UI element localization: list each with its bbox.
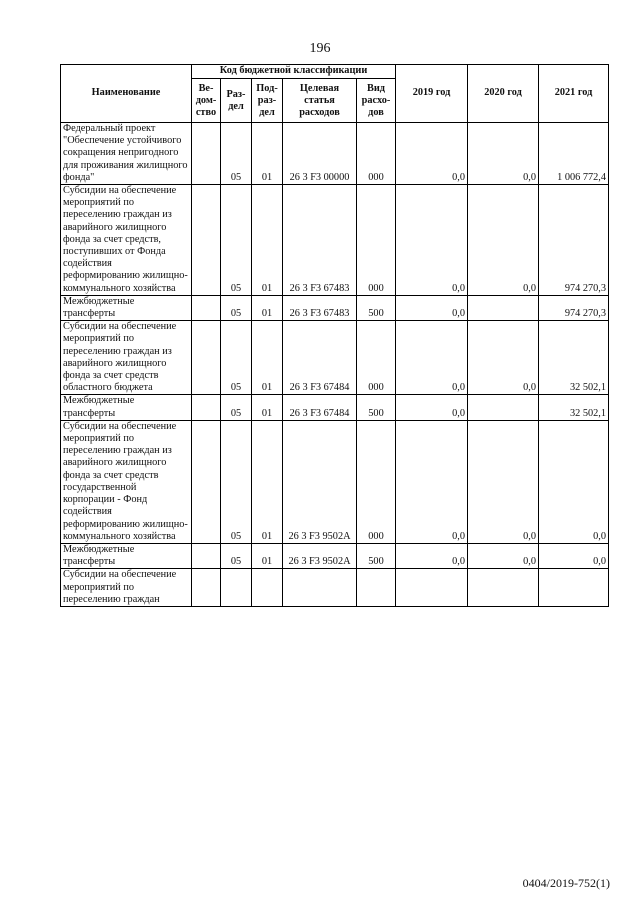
cell-target: 26 3 F3 67484 xyxy=(283,395,357,420)
cell-subsection: 01 xyxy=(252,420,283,543)
table-row xyxy=(61,123,609,185)
cell-dept xyxy=(192,395,221,420)
cell-2019 xyxy=(396,569,468,607)
cell-2020: 0,0 xyxy=(468,185,539,296)
cell-section: 05 xyxy=(221,395,252,420)
cell-target: 26 3 F3 00000 xyxy=(283,123,357,185)
cell-dept xyxy=(192,543,221,568)
cell-target: 26 3 F3 67483 xyxy=(283,185,357,296)
cell-name: Межбюджетные трансферты xyxy=(61,395,192,420)
cell-target xyxy=(283,569,357,607)
cell-expense-type: 500 xyxy=(357,543,396,568)
cell-expense-type: 000 xyxy=(357,321,396,395)
cell-section: 05 xyxy=(221,321,252,395)
header-2020: 2020 год xyxy=(468,65,539,123)
cell-2020 xyxy=(468,395,539,420)
cell-dept xyxy=(192,321,221,395)
cell-2020: 0,0 xyxy=(468,420,539,543)
cell-expense-type: 000 xyxy=(357,123,396,185)
cell-expense-type: 000 xyxy=(357,185,396,296)
cell-2020: 0,0 xyxy=(468,543,539,568)
cell-subsection: 01 xyxy=(252,543,283,568)
cell-target: 26 3 F3 9502A xyxy=(283,420,357,543)
cell-2020 xyxy=(468,295,539,320)
cell-2021 xyxy=(539,569,609,607)
cell-section: 05 xyxy=(221,295,252,320)
cell-name: Межбюджетные трансферты xyxy=(61,295,192,320)
cell-subsection: 01 xyxy=(252,295,283,320)
cell-target: 26 3 F3 67484 xyxy=(283,321,357,395)
cell-2021: 0,0 xyxy=(539,420,609,543)
cell-subsection: 01 xyxy=(252,185,283,296)
cell-2019: 0,0 xyxy=(396,295,468,320)
cell-expense-type xyxy=(357,569,396,607)
cell-dept xyxy=(192,123,221,185)
table-row xyxy=(61,321,609,395)
cell-dept xyxy=(192,295,221,320)
cell-2019: 0,0 xyxy=(396,420,468,543)
cell-section: 05 xyxy=(221,420,252,543)
cell-2019: 0,0 xyxy=(396,543,468,568)
header-classification-group: Код бюджетной классификации xyxy=(192,65,396,79)
cell-2019: 0,0 xyxy=(396,321,468,395)
cell-subsection xyxy=(252,569,283,607)
cell-section: 05 xyxy=(221,123,252,185)
cell-section: 05 xyxy=(221,185,252,296)
header-dept: Ве- дом- ство xyxy=(192,79,221,123)
cell-expense-type: 500 xyxy=(357,295,396,320)
cell-subsection: 01 xyxy=(252,123,283,185)
cell-target: 26 3 F3 67483 xyxy=(283,295,357,320)
table-row xyxy=(61,543,609,568)
header-2019: 2019 год xyxy=(396,65,468,123)
budget-table xyxy=(60,64,609,607)
table-row xyxy=(61,295,609,320)
table-row xyxy=(61,395,609,420)
cell-2019: 0,0 xyxy=(396,185,468,296)
cell-2021: 974 270,3 xyxy=(539,185,609,296)
header-2021: 2021 год xyxy=(539,65,609,123)
cell-name: Субсидии на обеспечение мероприятий по переселению граждан из аварийного жилищного фонда за счет средств, поступивших от Фонда содействия реформированию жилищно-коммунального хозяйства xyxy=(61,185,192,296)
cell-2020: 0,0 xyxy=(468,321,539,395)
cell-2021: 1 006 772,4 xyxy=(539,123,609,185)
cell-2021: 32 502,1 xyxy=(539,395,609,420)
header-subsection: Под- раз- дел xyxy=(252,79,283,123)
cell-dept xyxy=(192,185,221,296)
cell-2020: 0,0 xyxy=(468,123,539,185)
cell-name: Субсидии на обеспечение мероприятий по переселению граждан из аварийного жилищного фонда за счет средств областного бюджета xyxy=(61,321,192,395)
table-row xyxy=(61,569,609,607)
cell-2020 xyxy=(468,569,539,607)
cell-expense-type: 500 xyxy=(357,395,396,420)
cell-dept xyxy=(192,420,221,543)
cell-2019: 0,0 xyxy=(396,123,468,185)
cell-2021: 0,0 xyxy=(539,543,609,568)
header-expense-type: Вид расхо- дов xyxy=(357,79,396,123)
cell-name: Субсидии на обеспечение мероприятий по переселению граждан из аварийного жилищного фонда за счет средств государственной корпорации - Фонд содействия реформированию жилищно-коммунального хозяйства xyxy=(61,420,192,543)
cell-2021: 974 270,3 xyxy=(539,295,609,320)
cell-name: Межбюджетные трансферты xyxy=(61,543,192,568)
header-section: Раз- дел xyxy=(221,79,252,123)
document-code: 0404/2019-752(1) xyxy=(522,876,610,890)
cell-subsection: 01 xyxy=(252,321,283,395)
page-number: 196 xyxy=(309,41,331,56)
table-row xyxy=(61,420,609,543)
header-name: Наименование xyxy=(61,65,192,123)
cell-dept xyxy=(192,569,221,607)
header-target: Целевая статья расходов xyxy=(283,79,357,123)
cell-2019: 0,0 xyxy=(396,395,468,420)
cell-2021: 32 502,1 xyxy=(539,321,609,395)
cell-section xyxy=(221,569,252,607)
cell-section: 05 xyxy=(221,543,252,568)
cell-target: 26 3 F3 9502A xyxy=(283,543,357,568)
cell-name: Федеральный проект "Обеспечение устойчивого сокращения непригодного для проживания жилищного фонда" xyxy=(61,123,192,185)
cell-name: Субсидии на обеспечение мероприятий по переселению граждан xyxy=(61,569,192,607)
cell-expense-type: 000 xyxy=(357,420,396,543)
cell-subsection: 01 xyxy=(252,395,283,420)
table-row xyxy=(61,185,609,296)
